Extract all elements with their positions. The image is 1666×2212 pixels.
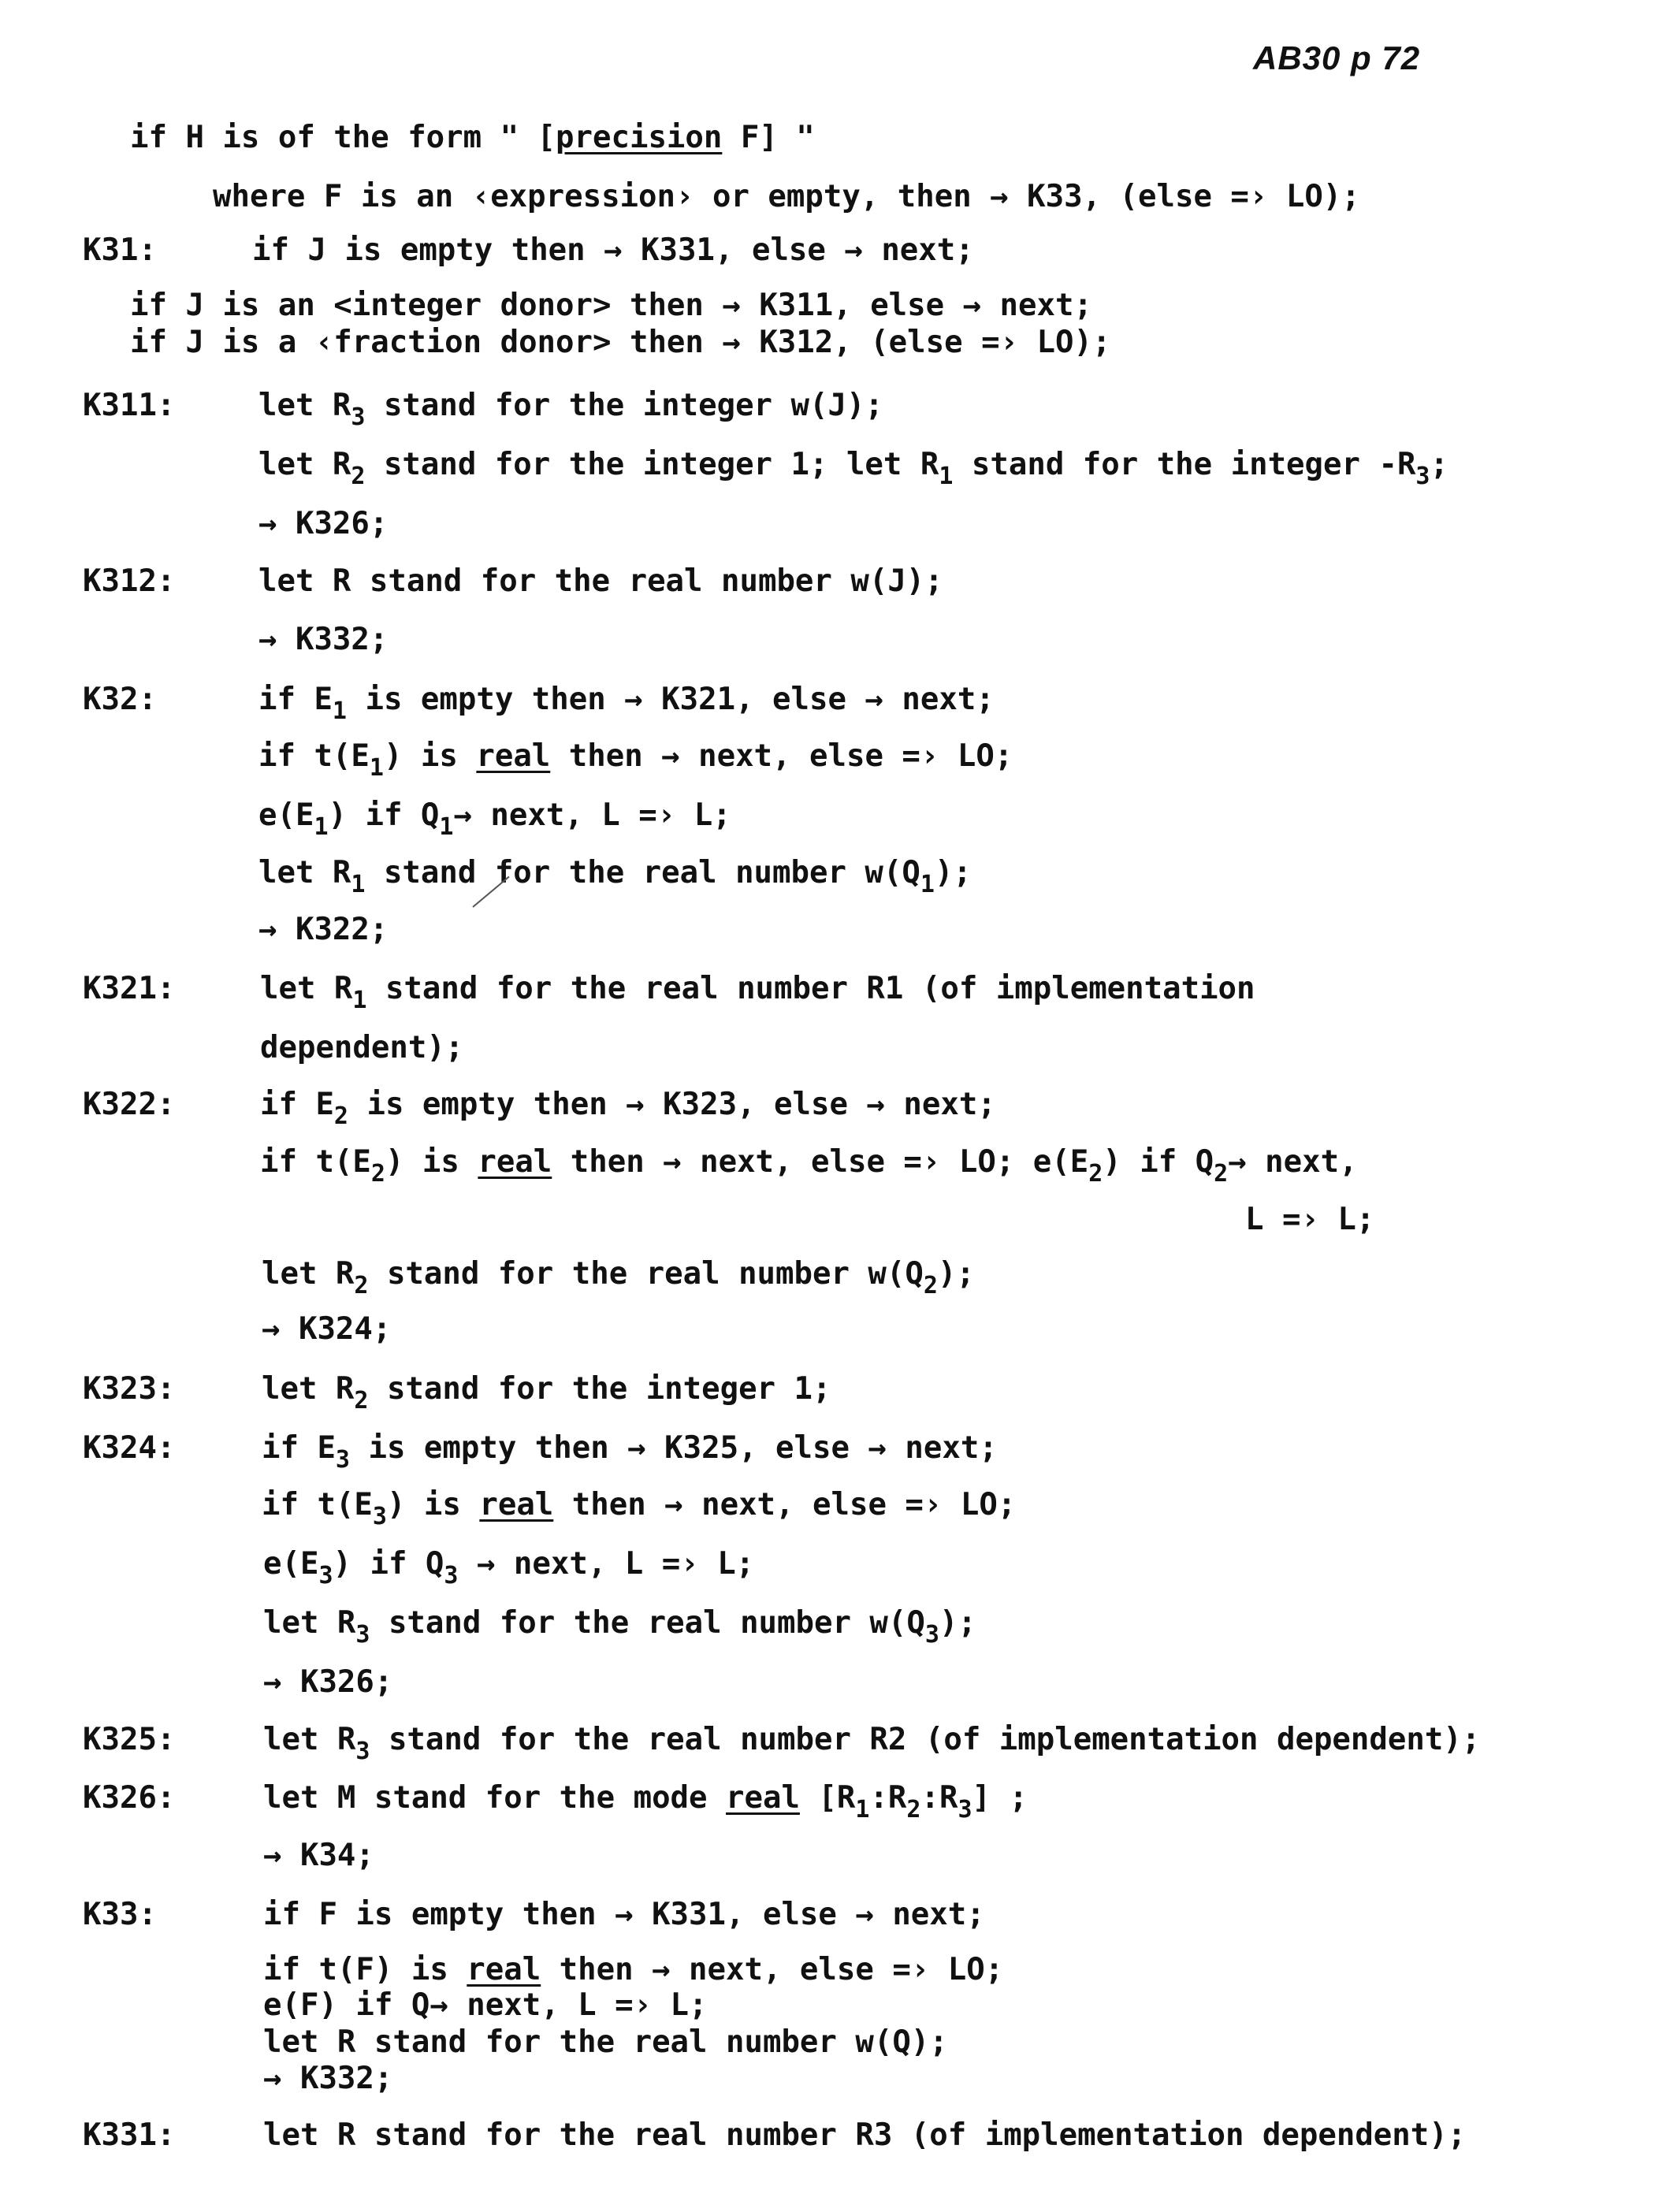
- text-line: [262, 1430, 998, 1474]
- text-segment: ) if Q: [1103, 1144, 1214, 1180]
- text-line: [263, 1664, 393, 1700]
- text-line: [263, 1605, 976, 1649]
- subscript: 3: [355, 1738, 370, 1765]
- text-segment: stand for the real number w(Q: [365, 855, 920, 890]
- subscript: 3: [351, 403, 366, 431]
- subscript: 3: [958, 1796, 972, 1824]
- text-line: [130, 122, 815, 153]
- text-line: [130, 290, 1092, 321]
- text-line: [263, 2024, 948, 2060]
- underlined-keyword: real: [467, 1952, 541, 1987]
- text-segment: stand for the integer 1;: [368, 1371, 831, 1407]
- text-line: [263, 1899, 985, 1930]
- text-segment: stand for the real number w(Q: [370, 1605, 925, 1641]
- text-segment: if E: [260, 1087, 334, 1122]
- text-segment: if J is an <integer donor> then → K311, else → next;: [130, 288, 1092, 323]
- underlined-keyword: real: [726, 1780, 800, 1816]
- text-line: [258, 682, 995, 725]
- step-label: K33:: [83, 1897, 157, 1932]
- text-line: [263, 1840, 374, 1871]
- text-segment: → next, L =› L;: [453, 797, 731, 833]
- text-segment: → next,: [1228, 1144, 1358, 1180]
- text-line: [213, 181, 1360, 212]
- underlined-keyword: real: [479, 1487, 554, 1522]
- text-segment: );: [934, 855, 972, 890]
- underlined-keyword: real: [476, 738, 551, 774]
- subscript: 1: [332, 697, 347, 725]
- text-segment: );: [937, 1256, 975, 1292]
- text-line: [262, 1371, 831, 1415]
- text-segment: let R stand for the real number w(Q);: [263, 2024, 948, 2060]
- text-segment: ) if Q: [328, 797, 440, 833]
- text-segment: → K34;: [263, 1838, 374, 1873]
- subscript: 1: [439, 813, 454, 841]
- text-line: [260, 1144, 1358, 1188]
- subscript: 1: [314, 813, 329, 841]
- text-line: [263, 1987, 708, 2023]
- step-label: K322:: [83, 1087, 176, 1122]
- subscript: 2: [1214, 1160, 1229, 1188]
- text-line: [263, 1780, 1028, 1824]
- text-line: [258, 447, 1448, 490]
- text-segment: if J is a ‹fraction donor> then → K312, (else =› LO);: [130, 325, 1111, 360]
- text-segment: stand for the integer w(J);: [365, 388, 883, 423]
- text-line: [263, 1722, 1481, 1765]
- subscript: 3: [444, 1562, 459, 1589]
- subscript: 2: [351, 463, 366, 490]
- step-label: K32:: [83, 682, 157, 717]
- text-segment: → next, L =› L;: [458, 1546, 755, 1582]
- text-line: [260, 971, 1255, 1014]
- subscript: 3: [335, 1446, 350, 1474]
- step-label: K311:: [83, 388, 176, 423]
- text-line: [130, 327, 1110, 358]
- text-line: [263, 1954, 1003, 1985]
- text-line: [258, 624, 388, 655]
- text-segment: is empty then → K325, else → next;: [349, 1430, 998, 1466]
- text-segment: let R: [262, 1256, 355, 1292]
- text-line: [258, 563, 943, 599]
- text-segment: stand for the real number R2 (of implementation dependent);: [370, 1722, 1481, 1757]
- text-segment: let R stand for the real number R3 (of implementation dependent);: [263, 2117, 1467, 2153]
- text-line: [258, 508, 388, 539]
- step-label: K323:: [83, 1371, 176, 1407]
- subscript: 2: [1088, 1160, 1103, 1188]
- text-line: [258, 797, 731, 841]
- text-segment: is empty then → K323, else → next;: [348, 1087, 996, 1122]
- text-segment: let R: [260, 971, 353, 1006]
- text-line: [263, 2117, 1467, 2153]
- text-segment: let R: [258, 388, 351, 423]
- text-segment: where F is an ‹expression› or empty, then → K33, (else =› LO);: [213, 179, 1360, 214]
- text-segment: then → next, else =› LO;: [541, 1952, 1004, 1987]
- text-segment: let R: [262, 1371, 355, 1407]
- text-segment: let M stand for the mode: [263, 1780, 726, 1816]
- text-segment: let R: [263, 1722, 356, 1757]
- subscript: 3: [1415, 463, 1430, 490]
- text-segment: e(E: [258, 797, 314, 833]
- text-segment: stand for the real number w(Q: [368, 1256, 924, 1292]
- text-segment: → K326;: [263, 1664, 393, 1700]
- step-label: K324:: [83, 1430, 176, 1466]
- text-segment: stand for the integer -R: [953, 447, 1416, 482]
- subscript: 3: [924, 1621, 939, 1649]
- text-segment: if F is empty then → K331, else → next;: [263, 1897, 985, 1932]
- text-segment: L =› L;: [1245, 1202, 1375, 1237]
- text-line: [258, 738, 1013, 782]
- text-segment: ) is: [385, 1144, 478, 1180]
- text-segment: if E: [262, 1430, 336, 1466]
- text-segment: :R: [920, 1780, 958, 1816]
- subscript: 2: [354, 1272, 369, 1299]
- subscript: 3: [372, 1503, 387, 1530]
- step-label: K31:: [83, 232, 157, 268]
- text-segment: → K322;: [258, 912, 389, 947]
- text-segment: is empty then → K321, else → next;: [346, 682, 995, 717]
- text-segment: let R stand for the real number w(J);: [258, 563, 943, 599]
- text-segment: ] ;: [972, 1780, 1028, 1816]
- text-segment: if E: [258, 682, 333, 717]
- subscript: 1: [369, 754, 384, 782]
- page-reference: AB30 p 72: [1253, 39, 1421, 76]
- subscript: 2: [923, 1272, 938, 1299]
- text-segment: :R: [869, 1780, 907, 1816]
- text-line: [252, 232, 974, 268]
- text-segment: ) is: [386, 1487, 480, 1522]
- text-line: [260, 1032, 463, 1063]
- step-label: K325:: [83, 1722, 176, 1757]
- underlined-keyword: real: [478, 1144, 552, 1180]
- text-segment: if t(F) is: [263, 1952, 467, 1987]
- subscript: 1: [939, 463, 954, 490]
- text-line: [263, 2063, 392, 2094]
- text-line: [262, 1487, 1017, 1530]
- text-segment: if J is empty then → K331, else → next;: [252, 232, 974, 268]
- text-segment: let R: [258, 855, 351, 890]
- text-segment: let R: [258, 447, 351, 482]
- subscript: 2: [370, 1160, 385, 1188]
- text-segment: then → next, else =› LO;: [550, 738, 1013, 774]
- text-segment: dependent);: [260, 1030, 464, 1065]
- text-segment: → K332;: [258, 622, 389, 657]
- text-segment: → K324;: [262, 1311, 392, 1347]
- text-segment: stand for the real number R1 (of implementation: [366, 971, 1255, 1006]
- text-segment: then → next, else =› LO; e(E: [552, 1144, 1089, 1180]
- subscript: 2: [906, 1796, 921, 1824]
- text-line: [262, 1256, 975, 1299]
- underlined-keyword: precision: [556, 120, 723, 155]
- text-segment: → K332;: [263, 2061, 393, 2096]
- subscript: 1: [920, 871, 935, 898]
- text-segment: ;: [1430, 447, 1448, 482]
- step-label: K321:: [83, 971, 176, 1006]
- step-label: K312:: [83, 563, 176, 599]
- text-segment: stand for the integer 1; let R: [365, 447, 939, 482]
- subscript: 2: [333, 1102, 348, 1130]
- subscript: 2: [354, 1387, 369, 1415]
- text-line: [260, 1087, 996, 1130]
- step-label: K331:: [83, 2117, 176, 2153]
- text-segment: ) if Q: [333, 1546, 444, 1582]
- subscript: 1: [855, 1796, 870, 1824]
- step-label: K326:: [83, 1780, 176, 1816]
- text-segment: if t(E: [260, 1144, 371, 1180]
- text-segment: e(F) if Q→ next, L =› L;: [263, 1987, 708, 2023]
- text-segment: [R: [799, 1780, 856, 1816]
- text-segment: if t(E: [258, 738, 370, 774]
- text-segment: F] ": [722, 120, 815, 155]
- text-segment: let R: [263, 1605, 356, 1641]
- text-line: [258, 855, 972, 898]
- text-segment: );: [939, 1605, 976, 1641]
- text-line: [262, 1311, 392, 1347]
- text-line: [1245, 1204, 1374, 1235]
- text-segment: e(E: [263, 1546, 319, 1582]
- text-segment: if H is of the form " [: [130, 120, 556, 155]
- subscript: 3: [318, 1562, 333, 1589]
- subscript: 3: [355, 1621, 370, 1649]
- text-line: [258, 914, 388, 945]
- subscript: 1: [352, 987, 367, 1014]
- text-segment: ) is: [383, 738, 477, 774]
- text-segment: if t(E: [262, 1487, 373, 1522]
- text-line: [263, 1546, 755, 1589]
- text-segment: then → next, else =› LO;: [553, 1487, 1017, 1522]
- text-line: [258, 388, 883, 431]
- text-segment: → K326;: [258, 506, 389, 541]
- subscript: 1: [351, 871, 366, 898]
